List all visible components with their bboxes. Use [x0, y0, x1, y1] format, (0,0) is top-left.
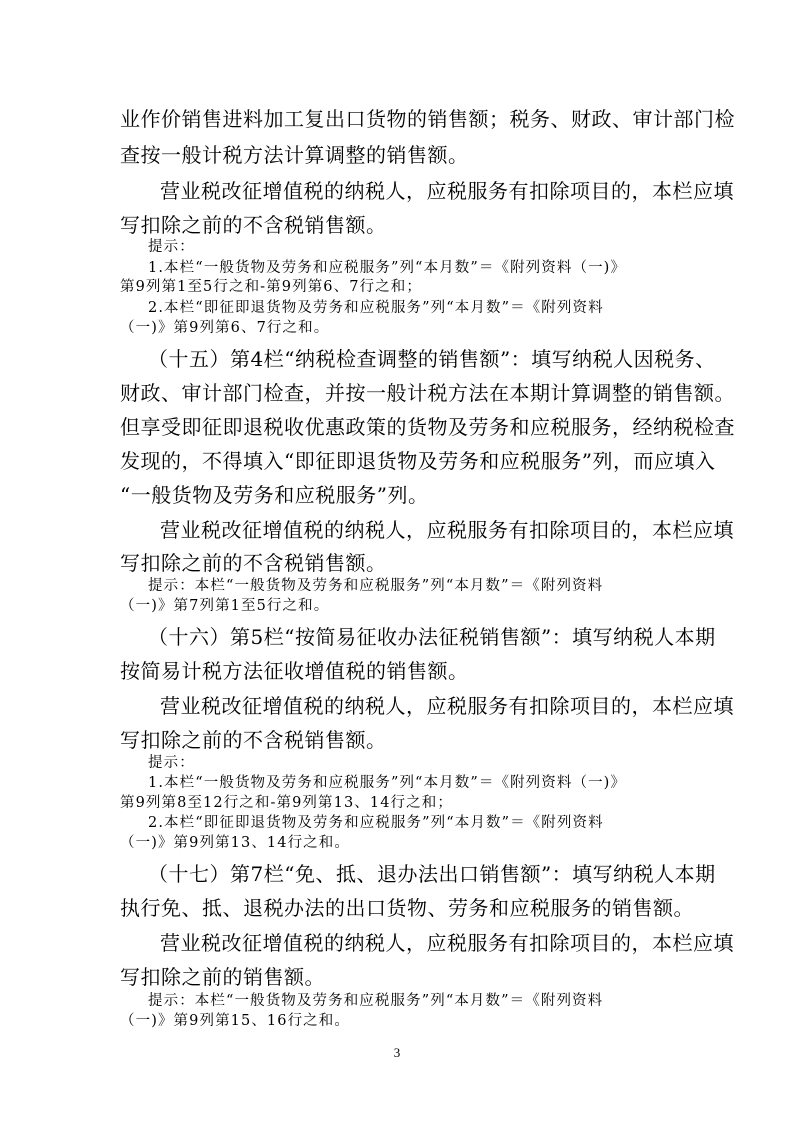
section-17-heading-line: （十七）第7栏“免、抵、退办法出口销售额”：填写纳税人本期 [148, 862, 716, 886]
section-16-tip-item-1-continued: 第9列第8至12行之和-第9列第13、14行之和； [120, 795, 453, 811]
section-15-vat-reform-2: 写扣除之前的不含税销售额。 [120, 551, 387, 575]
section-17-tip: 提示：本栏“一般货物及劳务和应税服务”列“本月数”＝《附列资料 [148, 993, 604, 1009]
section-15-line-5: “一般货物及劳务和应税服务”列。 [120, 483, 429, 507]
tip-item-2: 2.本栏“即征即退货物及劳务和应税服务”列“本月数”＝《附列资料 [148, 300, 604, 316]
section-15-tip: 提示：本栏“一般货物及劳务和应税服务”列“本月数”＝《附列资料 [148, 578, 604, 594]
section-15-vat-reform-1: 营业税改征增值税的纳税人，应税服务有扣除项目的，本栏应填 [160, 518, 734, 542]
section-15-line-4: 发现的，不得填入“即征即退货物及劳务和应税服务”列，而应填入 [120, 449, 716, 473]
section-16-line-2: 按简易计税方法征收增值税的销售额。 [120, 659, 469, 683]
section-15-heading-line: （十五）第4栏“纳税检查调整的销售额”：填写纳税人因税务、 [148, 347, 716, 371]
section-17-line-2: 执行免、抵、退税办法的出口货物、劳务和应税服务的销售额。 [120, 896, 694, 920]
section-15-line-2: 财政、审计部门检查，并按一般计税方法在本期计算调整的销售额。 [120, 381, 735, 405]
section-16-heading-line: （十六）第5栏“按简易征收办法征税销售额”：填写纳税人本期 [148, 625, 716, 649]
section-17-tip-continued: （一)》第9列第15、16行之和。 [120, 1013, 350, 1029]
section-17-vat-reform-2: 写扣除之前的销售额。 [120, 965, 325, 989]
body-line-sales-adjust-2: 查按一般计税方法计算调整的销售额。 [120, 143, 469, 167]
body-line-vat-reform-2: 写扣除之前的不含税销售额。 [120, 213, 387, 237]
section-16-vat-reform-1: 营业税改征增值税的纳税人，应税服务有扣除项目的，本栏应填 [160, 694, 734, 718]
section-15-line-3: 但享受即征即退税收优惠政策的货物及劳务和应税服务，经纳税检查 [120, 415, 735, 439]
tip-item-1-continued: 第9列第1至5行之和-第9列第6、7行之和； [120, 279, 422, 295]
section-16-tip-item-2: 2.本栏“即征即退货物及劳务和应税服务”列“本月数”＝《附列资料 [148, 815, 604, 831]
section-17-vat-reform-1: 营业税改征增值税的纳税人，应税服务有扣除项目的，本栏应填 [160, 931, 734, 955]
section-15-tip-continued: （一)》第7列第1至5行之和。 [120, 598, 330, 614]
page-number: 3 [393, 1045, 401, 1060]
body-line-vat-reform-1: 营业税改征增值税的纳税人，应税服务有扣除项目的，本栏应填 [160, 179, 734, 203]
section-16-tip-item-2-continued: （一)》第9列第13、14行之和。 [120, 835, 350, 851]
tip-item-2-continued: （一)》第9列第6、7行之和。 [120, 320, 330, 336]
body-line-sales-adjust-1: 业作价销售进料加工复出口货物的销售额；税务、财政、审计部门检 [120, 107, 735, 131]
section-16-tip-item-1: 1.本栏“一般货物及劳务和应税服务”列“本月数”＝《附列资料（一)》 [148, 775, 627, 791]
section-16-vat-reform-2: 写扣除之前的不含税销售额。 [120, 728, 387, 752]
tip-item-1: 1.本栏“一般货物及劳务和应税服务”列“本月数”＝《附列资料（一)》 [148, 260, 627, 276]
section-16-tip-heading: 提示： [148, 755, 195, 771]
tip-heading: 提示： [148, 239, 195, 255]
